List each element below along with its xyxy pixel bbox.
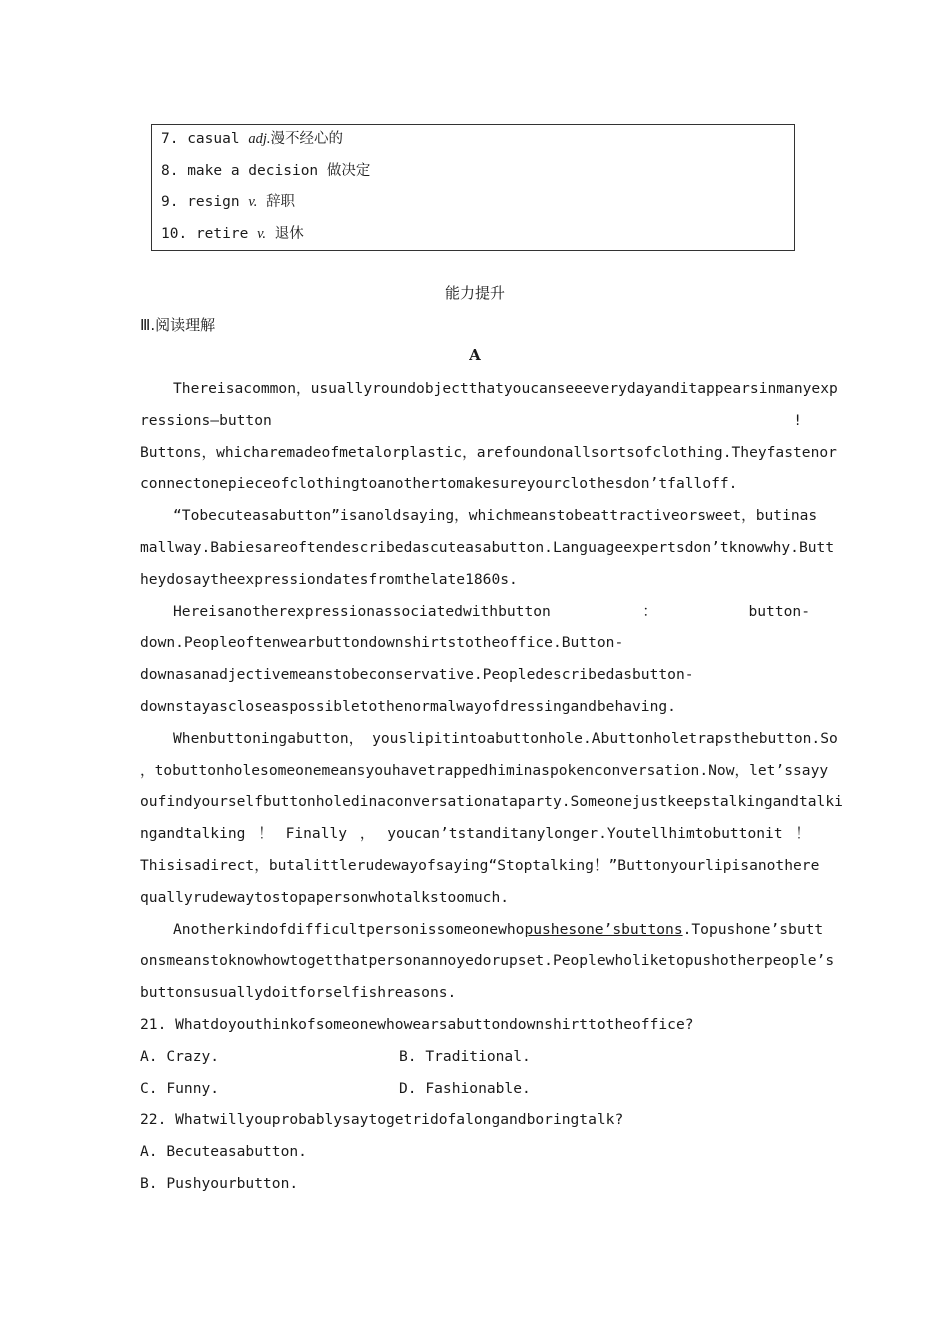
passage-line: downasanadjectivemeanstobeconservative.Peopledescribedasbutton- bbox=[140, 666, 694, 684]
passage-line: mallway.Babiesareoftendescribedascuteasabutton.Languageexpertsdon’tknowwhy.Butt bbox=[140, 538, 835, 556]
passage-label: A bbox=[469, 346, 481, 364]
option-a: A. Crazy. bbox=[140, 1047, 220, 1065]
reading-passage bbox=[140, 373, 843, 1200]
passage-line: heydosaytheexpressiondatesfromthelate1860s. bbox=[140, 570, 518, 588]
part-title: Ⅲ.阅读理解 bbox=[140, 316, 216, 334]
passage-line: ngandtalking ！ Finally ， youcan’tstanditanylonger.Youtellhimtobuttonit ！ bbox=[140, 825, 810, 843]
passage-line: quallyrudewaytostopapersonwhotalkstoomuch. bbox=[140, 888, 510, 906]
question-21-options bbox=[140, 1041, 810, 1073]
passage-line: oufindyourselfbuttonholedinaconversationataparty.Someonejustkeepstalkingandtalki bbox=[140, 793, 843, 811]
vocab-item: 8. make a decision 做决定 bbox=[161, 162, 371, 179]
option-a: A. Becuteasabutton. bbox=[140, 1143, 307, 1161]
passage-line: ，tobuttonholesomeonemeansyouhavetrappedhiminaspokenconversation.Now，let’ssayy bbox=[140, 761, 829, 779]
vocab-item: 10. retire v. 退休 bbox=[161, 226, 304, 243]
passage-line: Hereisanotherexpressionassociatedwithbutton ： button- bbox=[173, 602, 810, 620]
question-22-stem: 22. Whatwillyouprobablysaytogetridofalongandboringtalk? bbox=[140, 1111, 624, 1129]
option-b: B. Traditional. bbox=[399, 1047, 531, 1065]
passage-line: Whenbuttoningabutton， youslipitintoabuttonhole.Abuttonholetrapsthebutton.So bbox=[173, 729, 838, 747]
passage-line: Buttons，whicharemadeofmetalorplastic，arefoundonallsortsofclothing.Theyfastenor bbox=[140, 443, 837, 461]
underlined-phrase: pushesone’sbuttons bbox=[524, 920, 683, 938]
passage-line: downstayascloseaspossibletothenormalwayofdressingandbehaving. bbox=[140, 697, 676, 715]
question-21-options bbox=[140, 1073, 810, 1105]
vocab-item: 7. casual adj.漫不经心的 bbox=[161, 131, 343, 147]
question-21-stem: 21. Whatdoyouthinkofsomeonewhowearsabuttondownshirttotheoffice? bbox=[140, 1015, 694, 1033]
passage-line: Thereisacommon，usuallyroundobjectthatyoucanseeeverydayanditappearsinmanyexp bbox=[173, 380, 838, 397]
section-title: 能力提升 bbox=[444, 284, 505, 302]
option-d: D. Fashionable. bbox=[399, 1079, 531, 1097]
passage-line: connectonepieceofclothingtoanothertomakesureyourclothesdon’tfalloff. bbox=[140, 475, 738, 493]
vocabulary-box bbox=[151, 124, 795, 251]
passage-line: Anotherkindofdifficultpersonissomeonewhopushesone’sbuttons.Topushone’sbutt bbox=[173, 920, 824, 938]
option-b: B. Pushyourbutton. bbox=[140, 1174, 299, 1192]
passage-line: ressions—button ! bbox=[140, 411, 802, 429]
passage-line: “Tobecuteasabutton”isanoldsaying，whichmeanstobeattractiveorsweet，butinas bbox=[173, 507, 818, 525]
vocab-item: 9. resign v. 辞职 bbox=[161, 194, 296, 211]
passage-line: buttonsusuallydoitforselfishreasons. bbox=[140, 984, 457, 1002]
passage-line: down.Peopleoftenwearbuttondownshirtstotheoffice.Button- bbox=[140, 634, 624, 652]
passage-line: Thisisadirect，butalittlerudewayofsaying“Stoptalking！”Buttonyourlipisanothere bbox=[140, 856, 820, 874]
option-c: C. Funny. bbox=[140, 1079, 220, 1097]
passage-line: onsmeanstoknowhowtogetthatpersonannoyedorupset.Peoplewholiketopushotherpeople’s bbox=[140, 952, 835, 970]
